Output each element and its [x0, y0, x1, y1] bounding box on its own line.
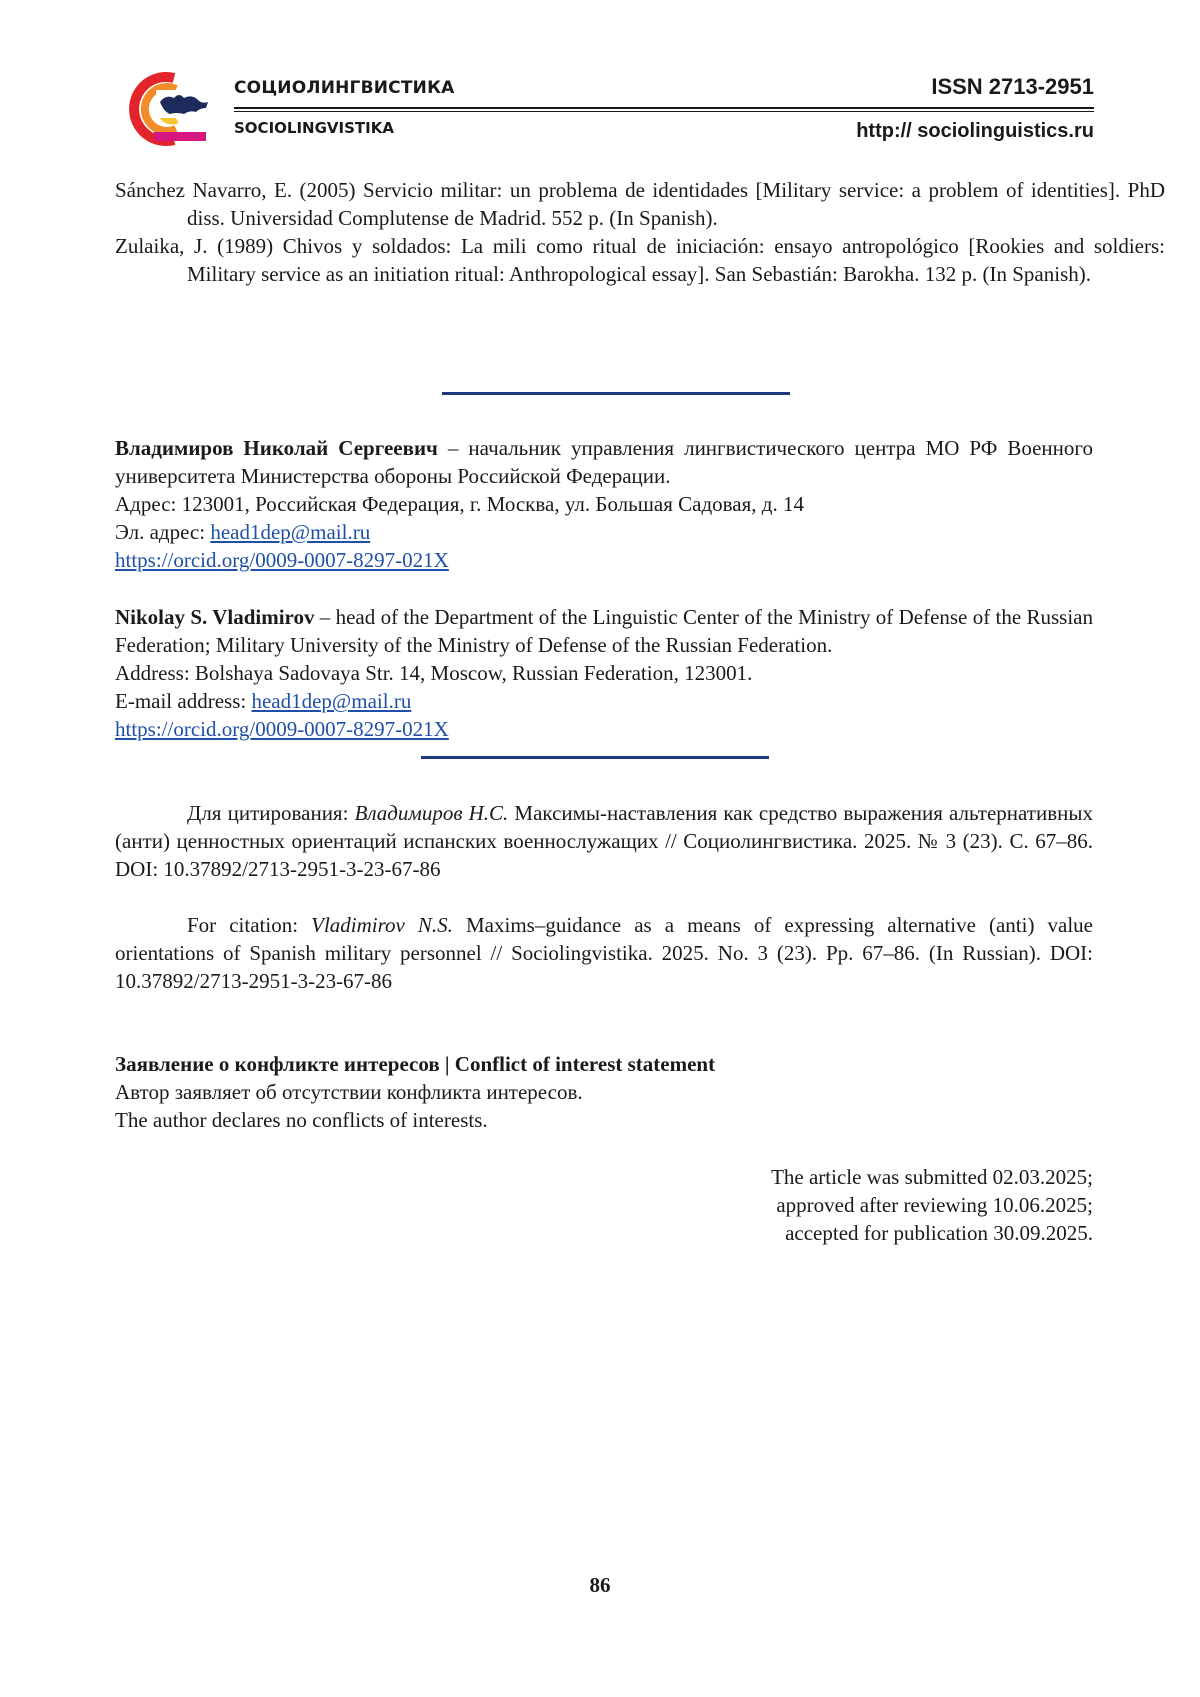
- article-dates: [115, 1163, 1093, 1247]
- separator-line: [442, 392, 790, 395]
- author-info-en: [115, 603, 1093, 743]
- author-name-ru: Владимиров Николай Сергеевич: [115, 436, 438, 460]
- header-rule: [234, 107, 1094, 109]
- orcid-link-ru[interactable]: https://orcid.org/0009-0007-8297-021X: [115, 548, 449, 572]
- header-rule-thin: [234, 111, 1094, 112]
- date-approved: approved after reviewing 10.06.2025;: [776, 1193, 1093, 1217]
- citation-en: [115, 911, 1093, 995]
- date-submitted: The article was submitted 02.03.2025;: [771, 1165, 1093, 1189]
- conflict-text-ru: Автор заявляет об отсутствии конфликта интересов.: [115, 1080, 583, 1104]
- reference-item: Sánchez Navarro, E. (2005) Servicio militar: un problema de identidades [Military service: a problem of identities]. PhD diss. Universidad Complutense de Madrid. 552 p. (In Spanish).: [115, 178, 1165, 230]
- conflict-statement: [115, 1050, 1093, 1134]
- issn: ISSN 2713-2951: [931, 74, 1094, 99]
- date-accepted: accepted for publication 30.09.2025.: [785, 1221, 1093, 1245]
- email-link-ru[interactable]: head1dep@mail.ru: [210, 520, 371, 544]
- page-number: 86: [589, 1573, 611, 1597]
- author-info-ru: [115, 434, 1093, 574]
- author-address-ru: Адрес: 123001, Российская Федерация, г. Москва, ул. Большая Садовая, д. 14: [115, 492, 804, 516]
- separator-line: [421, 756, 769, 759]
- author-address-en: Address: Bolshaya Sadovaya Str. 14, Moscow, Russian Federation, 123001.: [115, 661, 753, 685]
- reference-item: Zulaika, J. (1989) Chivos y soldados: La mili como ritual de iniciación: ensayo antropológico [Rookies and soldiers: Military service as an initiation ritual: Anthropological essay]. San Sebastián: Barokha. 132 p. (In Spanish).: [115, 234, 1165, 286]
- conflict-text-en: The author declares no conflicts of interests.: [115, 1108, 488, 1132]
- journal-website[interactable]: http:// sociolinguistics.ru: [856, 120, 1094, 142]
- citation-author-en: Vladimirov N.S.: [311, 913, 453, 937]
- author-position-en: – head of the Department of the Linguistic Center of the Ministry of Defense of the Russian Federation; Military University of the Ministry of Defense of the Russian Federation.: [115, 605, 1093, 657]
- journal-logo-icon: [114, 72, 214, 146]
- email-label-ru: Эл. адрес:: [115, 520, 211, 544]
- citation-body-en: Maxims–guidance as a means of expressing alternative (anti) value orientations of Spanish military personnel // Sociolingvistika. 2025. No. 3 (23). Pp. 67–86. (In Russian). DOI: 10.37892/2713-2951-3-23-67-86: [115, 913, 1093, 993]
- conflict-heading: Заявление о конфликте интересов | Conflict of interest statement: [115, 1052, 716, 1076]
- author-name-en: Nikolay S. Vladimirov: [115, 605, 315, 629]
- citation-author-ru: Владимиров Н.С.: [354, 801, 509, 825]
- citation-ru: [115, 799, 1093, 883]
- page-header: [114, 72, 1094, 152]
- orcid-link-en[interactable]: https://orcid.org/0009-0007-8297-021X: [115, 717, 449, 741]
- journal-title-ru: СОЦИОЛИНГВИСТИКА: [234, 78, 455, 98]
- email-link-en[interactable]: head1dep@mail.ru: [251, 689, 412, 713]
- citation-body-ru: Максимы-наставления как средство выражения альтернативных (анти) ценностных ориентаций испанских военнослужащих // Социолингвистика. 2025. № 3 (23). С. 67–86. DOI: 10.37892/2713-2951-3-23-67-86: [115, 801, 1093, 881]
- citation-prefix-ru: Для цитирования:: [187, 801, 355, 825]
- citation-prefix-en: For citation:: [187, 913, 312, 937]
- author-position-ru: – начальник управления лингвистического центра МО РФ Военного университета Министерства обороны Российской Федерации.: [115, 436, 1093, 488]
- email-label-en: E-mail address:: [115, 689, 252, 713]
- journal-title-en: SOCIOLINGVISTIKA: [234, 119, 394, 137]
